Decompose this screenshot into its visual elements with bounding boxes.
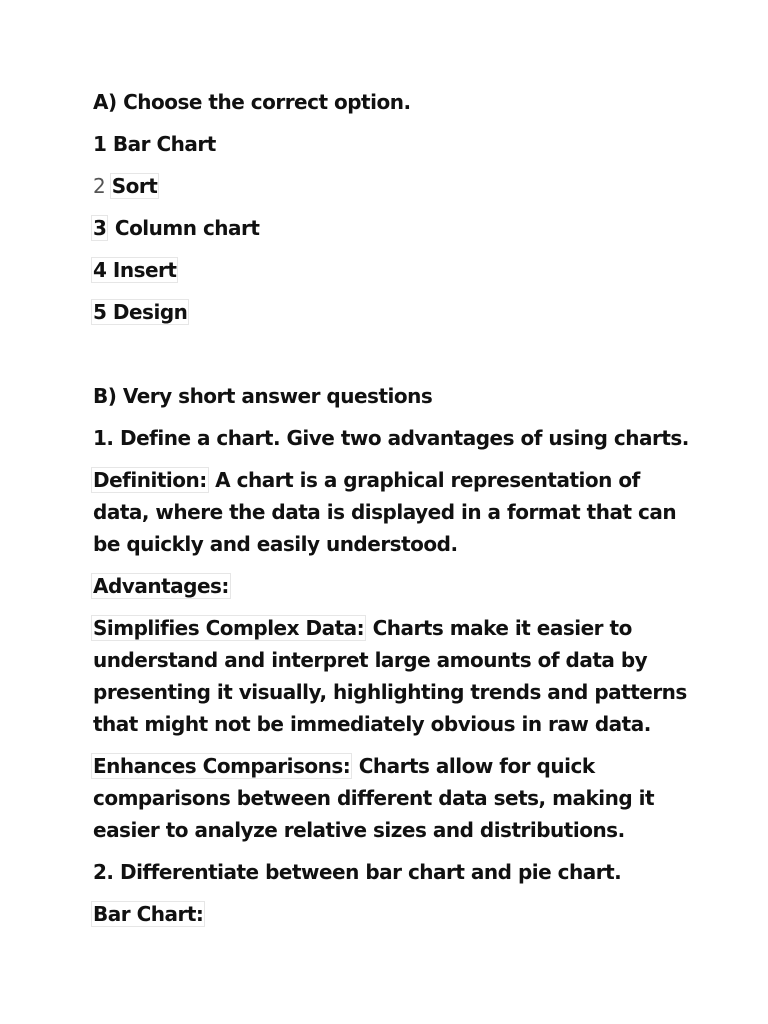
- answer-item-3: [93, 212, 693, 244]
- answer-item-5: [93, 296, 693, 328]
- answer-line-box: [91, 257, 178, 283]
- answer-item-4: [93, 254, 693, 286]
- bar-chart-heading: [93, 898, 693, 930]
- advantage-2-paragraph: [93, 750, 693, 846]
- advantages-heading: [93, 570, 693, 602]
- answer-text: Column chart: [114, 216, 260, 240]
- answer-text: Sort: [111, 174, 158, 198]
- question-1: 1. Define a chart. Give two advantages of using charts.: [93, 426, 689, 450]
- definition-paragraph: [93, 464, 693, 560]
- answer-item-1: [93, 128, 693, 160]
- answer-number: 1: [93, 132, 107, 156]
- answer-number: 4: [93, 258, 107, 282]
- advantage-2-label: Enhances Comparisons:: [93, 754, 351, 778]
- advantage-1-label: Simplifies Complex Data:: [93, 616, 365, 640]
- definition-label: Definition:: [93, 468, 207, 492]
- answer-text: Bar Chart: [112, 132, 216, 156]
- section-b-heading: B) Very short answer questions: [93, 384, 433, 408]
- answer-text: Insert: [112, 258, 177, 282]
- advantage-2-text: Charts allow for quick comparisons between different data sets, making it easier to analyze relative sizes and distributions.: [93, 754, 655, 842]
- advantage-1-text: Charts make it easier to understand and interpret large amounts of data by presenting it visually, highlighting trends and patterns that might not be immediately obvious in raw data.: [93, 616, 687, 736]
- document-page: [93, 86, 693, 930]
- answer-line-box: [91, 299, 189, 325]
- answer-text: Design: [112, 300, 188, 324]
- question-2: 2. Differentiate between bar chart and pie chart.: [93, 860, 622, 884]
- answer-number: 2: [93, 174, 106, 198]
- definition-text: A chart is a graphical representation of data, where the data is displayed in a format that can be quickly and easily understood.: [93, 468, 677, 556]
- answer-item-2: [93, 170, 693, 202]
- answer-number: 3: [93, 216, 107, 240]
- advantage-1-paragraph: [93, 612, 693, 740]
- advantages-label: Advantages:: [93, 574, 229, 598]
- answer-number: 5: [93, 300, 107, 324]
- bar-chart-label: Bar Chart:: [93, 902, 204, 926]
- section-a-heading: A) Choose the correct option.: [93, 90, 411, 114]
